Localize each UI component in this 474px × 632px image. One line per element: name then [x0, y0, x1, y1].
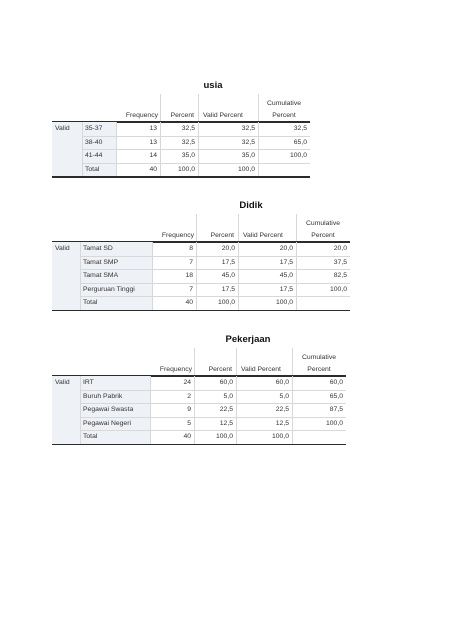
- column-divider: [292, 376, 293, 444]
- cell-percent: 17,5: [221, 285, 235, 293]
- column-divider: [152, 242, 153, 310]
- row-divider: [80, 417, 346, 418]
- cell-frequency: 40: [185, 299, 193, 306]
- header-divider: [198, 94, 199, 122]
- column-divider: [82, 122, 83, 176]
- row-label: Perguruan Tinggi: [83, 285, 135, 293]
- row-divider: [80, 256, 350, 257]
- cell-percent: 45,0: [221, 272, 235, 279]
- table-bottom-rule: [52, 176, 310, 178]
- group-label: Valid: [55, 379, 70, 386]
- cell-cumulative: 20,0: [333, 245, 347, 252]
- header-valid-percent: Valid Percent: [241, 366, 281, 373]
- header-frequency: Frequency: [125, 112, 158, 119]
- header-cumulative-percent: Percent: [307, 366, 331, 373]
- row-divider: [80, 403, 346, 404]
- row-divider: [80, 269, 350, 270]
- row-label: 35-37: [85, 125, 103, 132]
- cell-cumulative: 100,0: [325, 419, 343, 427]
- header-divider: [238, 214, 239, 242]
- cell-valid-percent: 20,0: [279, 245, 293, 252]
- cell-valid-percent: 17,5: [279, 258, 293, 266]
- row-label: Tamat SMP: [83, 258, 119, 266]
- row-label: Buruh Pabrik: [83, 392, 123, 400]
- column-divider: [160, 122, 161, 176]
- cell-percent: 32,5: [181, 125, 195, 132]
- row-label: Total: [85, 165, 100, 173]
- cell-cumulative: 60,0: [329, 379, 343, 386]
- header-divider: [236, 348, 237, 376]
- group-label: Valid: [55, 245, 70, 252]
- group-label: Valid: [55, 125, 70, 132]
- cell-valid-percent: 5,0: [279, 392, 289, 400]
- cell-valid-percent: 35,0: [241, 152, 255, 159]
- cell-percent: 5,0: [223, 392, 233, 400]
- cell-cumulative: 65,0: [329, 392, 343, 400]
- row-divider: [80, 283, 350, 284]
- cell-cumulative: 32,5: [293, 125, 307, 132]
- row-label: 41-44: [85, 152, 103, 159]
- column-divider: [80, 376, 81, 444]
- cell-frequency: 40: [149, 165, 157, 173]
- cell-valid-percent: 100,0: [275, 299, 293, 306]
- cell-frequency: 24: [183, 379, 191, 386]
- cell-valid-percent: 100,0: [271, 433, 289, 440]
- row-label: Total: [83, 299, 98, 306]
- table-title: usia: [203, 80, 223, 91]
- cell-frequency: 40: [183, 433, 191, 440]
- column-divider: [116, 122, 117, 176]
- header-percent: Percent: [170, 112, 194, 119]
- row-label: Pegawai Negeri: [83, 419, 131, 427]
- cell-frequency: 7: [189, 285, 193, 293]
- cell-frequency: 9: [187, 406, 191, 413]
- cell-valid-percent: 32,5: [241, 125, 255, 132]
- column-divider: [194, 376, 195, 444]
- cell-valid-percent: 12,5: [275, 419, 289, 427]
- cell-frequency: 8: [189, 245, 193, 252]
- row-divider: [80, 296, 350, 297]
- column-divider: [236, 376, 237, 444]
- cell-valid-percent: 22,5: [275, 406, 289, 413]
- header-percent: Percent: [208, 366, 232, 373]
- header-cumulative: Cumulative: [302, 354, 336, 361]
- cell-frequency: 2: [187, 392, 191, 400]
- column-divider: [258, 122, 259, 176]
- cell-valid-percent: 32,5: [241, 138, 255, 146]
- row-divider: [80, 430, 346, 431]
- header-cumulative-percent: Percent: [272, 112, 296, 119]
- header-cumulative: Cumulative: [267, 100, 301, 107]
- cell-cumulative: 100,0: [289, 152, 307, 159]
- cell-percent: 32,5: [181, 138, 195, 146]
- cell-frequency: 14: [149, 152, 157, 159]
- cell-percent: 100,0: [177, 165, 195, 173]
- cell-percent: 12,5: [219, 419, 233, 427]
- cell-percent: 100,0: [215, 433, 233, 440]
- column-divider: [238, 242, 239, 310]
- cell-percent: 35,0: [181, 152, 195, 159]
- cell-valid-percent: 60,0: [275, 379, 289, 386]
- cell-frequency: 7: [189, 258, 193, 266]
- cell-percent: 60,0: [219, 379, 233, 386]
- header-cumulative: Cumulative: [306, 220, 340, 227]
- cell-percent: 22,5: [219, 406, 233, 413]
- table-bottom-rule: [52, 444, 346, 446]
- header-valid-percent: Valid Percent: [203, 112, 243, 119]
- cell-cumulative: 100,0: [329, 285, 347, 293]
- header-frequency: Frequency: [159, 366, 192, 373]
- row-label: Total: [83, 433, 98, 440]
- column-divider: [150, 376, 151, 444]
- row-label: Tamat SD: [83, 245, 113, 252]
- cell-frequency: 13: [149, 125, 157, 132]
- cell-percent: 17,5: [221, 258, 235, 266]
- table-title: Didik: [239, 200, 263, 211]
- table-title: Pekerjaan: [225, 334, 271, 345]
- row-label: Pegawai Swasta: [83, 406, 134, 413]
- header-cumulative-percent: Percent: [311, 232, 335, 239]
- cell-valid-percent: 45,0: [279, 272, 293, 279]
- cell-valid-percent: 17,5: [279, 285, 293, 293]
- cell-percent: 20,0: [221, 245, 235, 252]
- cell-cumulative: 87,5: [329, 406, 343, 413]
- row-label: Tamat SMA: [83, 272, 119, 279]
- cell-frequency: 18: [185, 272, 193, 279]
- row-divider: [80, 390, 346, 391]
- header-percent: Percent: [210, 232, 234, 239]
- row-label: IRT: [83, 379, 94, 386]
- cell-cumulative: 37,5: [333, 258, 347, 266]
- row-label: 38-40: [85, 138, 103, 146]
- column-divider: [296, 242, 297, 310]
- cell-frequency: 5: [187, 419, 191, 427]
- column-divider: [196, 242, 197, 310]
- cell-percent: 100,0: [217, 299, 235, 306]
- column-divider: [198, 122, 199, 176]
- header-valid-percent: Valid Percent: [243, 232, 283, 239]
- cell-cumulative: 82,5: [333, 272, 347, 279]
- cell-valid-percent: 100,0: [237, 165, 255, 173]
- table-bottom-rule: [52, 310, 350, 312]
- column-divider: [80, 242, 81, 310]
- header-frequency: Frequency: [161, 232, 194, 239]
- cell-cumulative: 65,0: [293, 138, 307, 146]
- cell-frequency: 13: [149, 138, 157, 146]
